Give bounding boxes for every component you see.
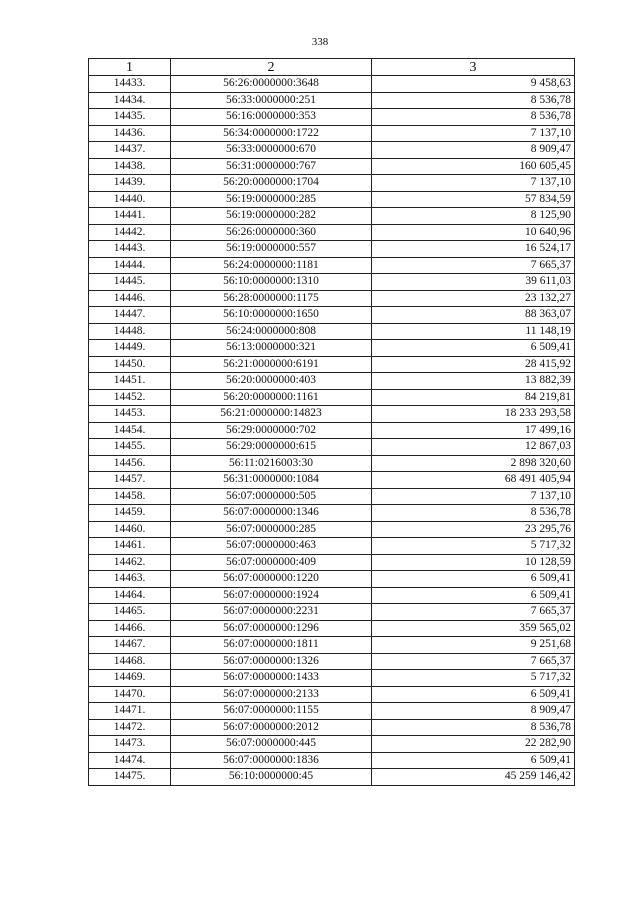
cadastral-number-cell: 56:34:0000000:1722 bbox=[171, 125, 372, 142]
value-cell: 6 509,41 bbox=[372, 340, 575, 357]
cadastral-number-cell: 56:33:0000000:251 bbox=[171, 92, 372, 109]
value-cell: 8 909,47 bbox=[372, 703, 575, 720]
row-number-cell: 14450. bbox=[89, 356, 171, 373]
value-cell: 45 259 146,42 bbox=[372, 769, 575, 786]
header-row bbox=[89, 59, 575, 76]
table-row bbox=[89, 257, 575, 274]
value-cell: 7 137,10 bbox=[372, 175, 575, 192]
row-number-cell: 14449. bbox=[89, 340, 171, 357]
row-number-cell: 14445. bbox=[89, 274, 171, 291]
table-row bbox=[89, 637, 575, 654]
cadastral-number-cell: 56:07:0000000:1924 bbox=[171, 587, 372, 604]
cadastral-number-cell: 56:20:0000000:1161 bbox=[171, 389, 372, 406]
row-number-cell: 14464. bbox=[89, 587, 171, 604]
cadastral-number-cell: 56:07:0000000:1346 bbox=[171, 505, 372, 522]
cadastral-number-cell: 56:21:0000000:6191 bbox=[171, 356, 372, 373]
value-cell: 5 717,32 bbox=[372, 538, 575, 555]
table-row bbox=[89, 769, 575, 786]
table-row bbox=[89, 554, 575, 571]
row-number-cell: 14457. bbox=[89, 472, 171, 489]
value-cell: 2 898 320,60 bbox=[372, 455, 575, 472]
row-number-cell: 14454. bbox=[89, 422, 171, 439]
table-row bbox=[89, 208, 575, 225]
row-number-cell: 14467. bbox=[89, 637, 171, 654]
value-cell: 68 491 405,94 bbox=[372, 472, 575, 489]
row-number-cell: 14443. bbox=[89, 241, 171, 258]
value-cell: 9 458,63 bbox=[372, 76, 575, 93]
row-number-cell: 14448. bbox=[89, 323, 171, 340]
table-body bbox=[89, 76, 575, 786]
cadastral-number-cell: 56:29:0000000:615 bbox=[171, 439, 372, 456]
cadastral-number-cell: 56:07:0000000:285 bbox=[171, 521, 372, 538]
row-number-cell: 14452. bbox=[89, 389, 171, 406]
cadastral-number-cell: 56:16:0000000:353 bbox=[171, 109, 372, 126]
cadastral-number-cell: 56:07:0000000:505 bbox=[171, 488, 372, 505]
table-row bbox=[89, 290, 575, 307]
column-header-3: 3 bbox=[372, 59, 575, 76]
row-number-cell: 14438. bbox=[89, 158, 171, 175]
table-row bbox=[89, 92, 575, 109]
table-row bbox=[89, 538, 575, 555]
value-cell: 16 524,17 bbox=[372, 241, 575, 258]
table-row bbox=[89, 125, 575, 142]
value-cell: 7 665,37 bbox=[372, 257, 575, 274]
value-cell: 10 128,59 bbox=[372, 554, 575, 571]
cadastral-number-cell: 56:07:0000000:1326 bbox=[171, 653, 372, 670]
value-cell: 8 536,78 bbox=[372, 505, 575, 522]
value-cell: 23 295,76 bbox=[372, 521, 575, 538]
value-cell: 7 137,10 bbox=[372, 488, 575, 505]
cadastral-number-cell: 56:07:0000000:445 bbox=[171, 736, 372, 753]
row-number-cell: 14468. bbox=[89, 653, 171, 670]
column-header-1: 1 bbox=[89, 59, 171, 76]
column-header-2: 2 bbox=[171, 59, 372, 76]
cadastral-number-cell: 56:07:0000000:409 bbox=[171, 554, 372, 571]
cadastral-number-cell: 56:07:0000000:1296 bbox=[171, 620, 372, 637]
cadastral-number-cell: 56:31:0000000:1084 bbox=[171, 472, 372, 489]
cadastral-number-cell: 56:07:0000000:1433 bbox=[171, 670, 372, 687]
cadastral-number-cell: 56:07:0000000:2012 bbox=[171, 719, 372, 736]
value-cell: 7 137,10 bbox=[372, 125, 575, 142]
row-number-cell: 14458. bbox=[89, 488, 171, 505]
table-row bbox=[89, 670, 575, 687]
value-cell: 5 717,32 bbox=[372, 670, 575, 687]
cadastral-number-cell: 56:07:0000000:2133 bbox=[171, 686, 372, 703]
registry-table bbox=[88, 58, 575, 786]
value-cell: 8 909,47 bbox=[372, 142, 575, 159]
row-number-cell: 14442. bbox=[89, 224, 171, 241]
table-row bbox=[89, 109, 575, 126]
table-row bbox=[89, 389, 575, 406]
row-number-cell: 14475. bbox=[89, 769, 171, 786]
cadastral-number-cell: 56:07:0000000:1836 bbox=[171, 752, 372, 769]
cadastral-number-cell: 56:19:0000000:557 bbox=[171, 241, 372, 258]
table-row bbox=[89, 488, 575, 505]
row-number-cell: 14453. bbox=[89, 406, 171, 423]
value-cell: 84 219,81 bbox=[372, 389, 575, 406]
value-cell: 23 132,27 bbox=[372, 290, 575, 307]
table-row bbox=[89, 686, 575, 703]
table-row bbox=[89, 158, 575, 175]
value-cell: 17 499,16 bbox=[372, 422, 575, 439]
cadastral-number-cell: 56:07:0000000:1811 bbox=[171, 637, 372, 654]
row-number-cell: 14474. bbox=[89, 752, 171, 769]
table-row bbox=[89, 274, 575, 291]
row-number-cell: 14460. bbox=[89, 521, 171, 538]
table-row bbox=[89, 241, 575, 258]
cadastral-number-cell: 56:24:0000000:1181 bbox=[171, 257, 372, 274]
value-cell: 22 282,90 bbox=[372, 736, 575, 753]
row-number-cell: 14473. bbox=[89, 736, 171, 753]
value-cell: 9 251,68 bbox=[372, 637, 575, 654]
row-number-cell: 14459. bbox=[89, 505, 171, 522]
value-cell: 13 882,39 bbox=[372, 373, 575, 390]
value-cell: 39 611,03 bbox=[372, 274, 575, 291]
value-cell: 8 536,78 bbox=[372, 92, 575, 109]
value-cell: 18 233 293,58 bbox=[372, 406, 575, 423]
table-row bbox=[89, 571, 575, 588]
table-row bbox=[89, 224, 575, 241]
table-row bbox=[89, 505, 575, 522]
row-number-cell: 14436. bbox=[89, 125, 171, 142]
row-number-cell: 14441. bbox=[89, 208, 171, 225]
cadastral-number-cell: 56:19:0000000:282 bbox=[171, 208, 372, 225]
row-number-cell: 14434. bbox=[89, 92, 171, 109]
page-number: 338 bbox=[311, 36, 329, 48]
cadastral-number-cell: 56:20:0000000:403 bbox=[171, 373, 372, 390]
row-number-cell: 14439. bbox=[89, 175, 171, 192]
cadastral-number-cell: 56:26:0000000:360 bbox=[171, 224, 372, 241]
cadastral-number-cell: 56:11:0216003:30 bbox=[171, 455, 372, 472]
value-cell: 6 509,41 bbox=[372, 571, 575, 588]
cadastral-number-cell: 56:07:0000000:2231 bbox=[171, 604, 372, 621]
value-cell: 6 509,41 bbox=[372, 587, 575, 604]
table-row bbox=[89, 752, 575, 769]
row-number-cell: 14444. bbox=[89, 257, 171, 274]
cadastral-number-cell: 56:07:0000000:463 bbox=[171, 538, 372, 555]
table-row bbox=[89, 653, 575, 670]
value-cell: 8 536,78 bbox=[372, 109, 575, 126]
row-number-cell: 14470. bbox=[89, 686, 171, 703]
cadastral-number-cell: 56:19:0000000:285 bbox=[171, 191, 372, 208]
table-row bbox=[89, 191, 575, 208]
value-cell: 359 565,02 bbox=[372, 620, 575, 637]
row-number-cell: 14451. bbox=[89, 373, 171, 390]
cadastral-number-cell: 56:20:0000000:1704 bbox=[171, 175, 372, 192]
row-number-cell: 14433. bbox=[89, 76, 171, 93]
cadastral-number-cell: 56:33:0000000:670 bbox=[171, 142, 372, 159]
table-row bbox=[89, 323, 575, 340]
cadastral-number-cell: 56:29:0000000:702 bbox=[171, 422, 372, 439]
value-cell: 6 509,41 bbox=[372, 686, 575, 703]
row-number-cell: 14471. bbox=[89, 703, 171, 720]
value-cell: 12 867,03 bbox=[372, 439, 575, 456]
value-cell: 6 509,41 bbox=[372, 752, 575, 769]
value-cell: 88 363,07 bbox=[372, 307, 575, 324]
value-cell: 7 665,37 bbox=[372, 604, 575, 621]
cadastral-number-cell: 56:10:0000000:1650 bbox=[171, 307, 372, 324]
table-row bbox=[89, 307, 575, 324]
cadastral-number-cell: 56:10:0000000:1310 bbox=[171, 274, 372, 291]
table-row bbox=[89, 76, 575, 93]
row-number-cell: 14469. bbox=[89, 670, 171, 687]
row-number-cell: 14463. bbox=[89, 571, 171, 588]
table-row bbox=[89, 439, 575, 456]
cadastral-number-cell: 56:10:0000000:45 bbox=[171, 769, 372, 786]
row-number-cell: 14446. bbox=[89, 290, 171, 307]
row-number-cell: 14472. bbox=[89, 719, 171, 736]
cadastral-number-cell: 56:26:0000000:3648 bbox=[171, 76, 372, 93]
cadastral-number-cell: 56:31:0000000:767 bbox=[171, 158, 372, 175]
table-row bbox=[89, 373, 575, 390]
row-number-cell: 14465. bbox=[89, 604, 171, 621]
cadastral-number-cell: 56:07:0000000:1220 bbox=[171, 571, 372, 588]
table-row bbox=[89, 521, 575, 538]
row-number-cell: 14435. bbox=[89, 109, 171, 126]
row-number-cell: 14461. bbox=[89, 538, 171, 555]
table-row bbox=[89, 604, 575, 621]
row-number-cell: 14456. bbox=[89, 455, 171, 472]
value-cell: 160 605,45 bbox=[372, 158, 575, 175]
table-row bbox=[89, 719, 575, 736]
cadastral-number-cell: 56:07:0000000:1155 bbox=[171, 703, 372, 720]
table-row bbox=[89, 175, 575, 192]
value-cell: 28 415,92 bbox=[372, 356, 575, 373]
row-number-cell: 14437. bbox=[89, 142, 171, 159]
table-row bbox=[89, 455, 575, 472]
table-row bbox=[89, 736, 575, 753]
row-number-cell: 14462. bbox=[89, 554, 171, 571]
table-row bbox=[89, 472, 575, 489]
value-cell: 8 536,78 bbox=[372, 719, 575, 736]
cadastral-number-cell: 56:21:0000000:14823 bbox=[171, 406, 372, 423]
table-row bbox=[89, 406, 575, 423]
row-number-cell: 14447. bbox=[89, 307, 171, 324]
value-cell: 7 665,37 bbox=[372, 653, 575, 670]
table-row bbox=[89, 587, 575, 604]
value-cell: 10 640,96 bbox=[372, 224, 575, 241]
value-cell: 57 834,59 bbox=[372, 191, 575, 208]
value-cell: 8 125,90 bbox=[372, 208, 575, 225]
row-number-cell: 14440. bbox=[89, 191, 171, 208]
table-row bbox=[89, 703, 575, 720]
table-row bbox=[89, 340, 575, 357]
table-row bbox=[89, 422, 575, 439]
table-header bbox=[89, 59, 575, 76]
table-row bbox=[89, 620, 575, 637]
cadastral-number-cell: 56:24:0000000:808 bbox=[171, 323, 372, 340]
value-cell: 11 148,19 bbox=[372, 323, 575, 340]
cadastral-number-cell: 56:28:0000000:1175 bbox=[171, 290, 372, 307]
cadastral-number-cell: 56:13:0000000:321 bbox=[171, 340, 372, 357]
row-number-cell: 14466. bbox=[89, 620, 171, 637]
table-row bbox=[89, 142, 575, 159]
table-row bbox=[89, 356, 575, 373]
row-number-cell: 14455. bbox=[89, 439, 171, 456]
